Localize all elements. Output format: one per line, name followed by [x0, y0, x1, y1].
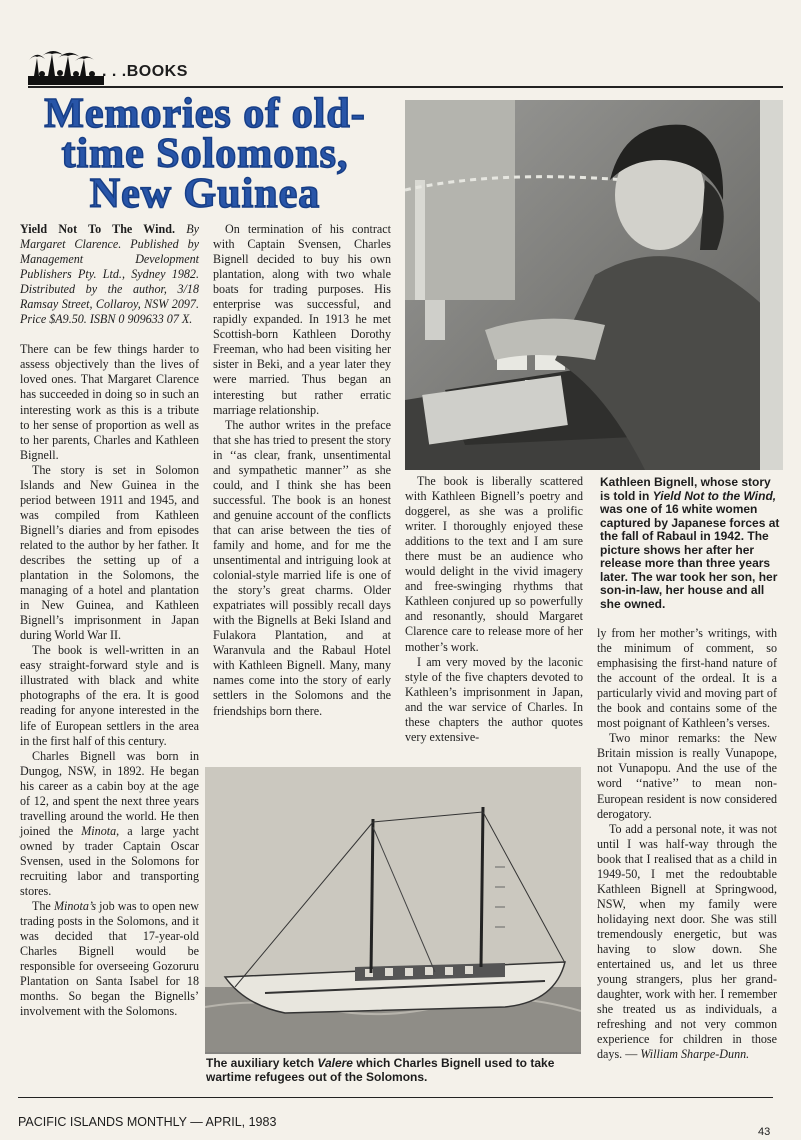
section-label [102, 63, 188, 81]
page-number: 43 [758, 1126, 771, 1138]
section-header [28, 46, 788, 90]
paragraph: On termination of his contract with Captain Svensen, Charles Bignell decided to buy his own plantation, along with two whale boats for trading purposes. His enterprise was successful, and rapidly expanded. In 1913 he met Scottish-born Kathleen Dorothy Freeman, who had been visiting her sister in Beki, and a year later they were married. Thus began an interesting but rather erratic marriage relationship. [213, 222, 391, 417]
paragraph: Two minor remarks: the New Britain mission is really Vunapope, not Vunapopu. And the use of the word ‘‘native’’ to mean non-European resident is now considered derogatory. [597, 731, 777, 821]
paragraph: ly from her mother’s writings, with the minimum of comment, so emphasising the first-hand nature of the account of the ordeal. It is a particularly vivid and moving part of the book and contains some of the most poignant of Kathleen’s verses. [597, 626, 777, 731]
headline-line-1: Memories of old- [44, 91, 366, 137]
article-column-3 [405, 474, 583, 745]
paragraph: The Minota’s job was to open new trading posts in the Solomons, and it was decided that 17-year-old Charles Bignell would be responsible for overseeing Gozoruru Plantation on Santa Isabel for 18 months. So began the Bignells’ involvement with the Solomons. [20, 899, 199, 1019]
footer-publication: PACIFIC ISLANDS MONTHLY — APRIL, 1983 [18, 1115, 277, 1129]
paragraph: The author writes in the preface that she has tried to present the story in ‘‘as clear, frank, unsentimental and sympathetic manner’’ as she could, and I think she has been successful. The book is an honest and genuine account of the conflicts that can arise between the ties of family and home, and for me the unsentimental and intriguing look at colonial-style married life is one of the story’s great charms. Older expatriates will possibly recall days with the Bignells at Beki Island and Fulakora Plantation, and at Waranvula and the Rabaul Hotel with Kathleen Bignell. Many, many names come into the story of early settlers in the Solomons and the friendships born there. [213, 417, 391, 718]
paragraph: The book is liberally scattered with Kathleen Bignell’s poetry and doggerel, as she was a prolific writer. I thoroughly enjoyed these additions to the text and I am sure there must be an audience who would delight in the vivid imagery and free-swinging rhythms that Kathleen conjured up so powerfully and resonantly, should Margaret Clarence care to release more of her mother’s work. [405, 474, 583, 654]
paragraph: To add a personal note, it was not until I was half-way through the book that I realised that as a child in 1949-50, I met the redoubtable Kathleen Bignell at Springwood, NSW, when my family were holidaying next door. She was still tremendously energetic, but was having to slow down. She entertained us, and let us three young strangers, plus her grand-daughter, work with her. I remember she treated us as individuals, a refreshing and not very common experience for children in those days. — William Sharpe-Dunn. [597, 821, 777, 1062]
book-details: By Margaret Clarence. Published by Management Development Publishers Pty. Ltd., Sydney 1982. Distributed by the author, 3/18 Ramsay Street, Collaroy, NSW 2097. Price $A9.50. ISBN 0 909633 07 X. [20, 222, 200, 327]
paragraph: Charles Bignell was born in Dungog, NSW, in 1892. He began his career as a cabin boy at the age of 12, and spent the next three years travelling around the world. He then joined the Minota, a large yacht owned by trader Captain Oscar Svensen, used in the Solomons for recruiting labor and transporting stores. [20, 748, 199, 899]
paragraph: There can be few things harder to assess objectively than the lives of loved ones. That Margaret Clarence has succeeded in doing so in such an interesting work as this is a tribute to her sense of proportion as well as to her parents, Charles and Kathleen Bignell. [20, 342, 199, 462]
paragraph: The book is well-written in an easy straight-forward style and is illustrated with black and white photographs of the era. It is good reading for anyone interested in the life of European settlers in the area in the first half of this century. [20, 643, 199, 748]
section-title: BOOKS [126, 63, 188, 80]
headline-line-3: New Guinea [89, 171, 321, 217]
paragraph: I am very moved by the laconic style of the five chapters devoted to Kathleen’s imprisonment in Japan, and the war service of Charles. In these chapters the author quotes very extensive- [405, 654, 583, 744]
ketch-caption: The auxiliary ketch Valere which Charles Bignell used to take wartime refugees out of the Solomons. [206, 1056, 555, 1084]
header-rule [28, 86, 783, 88]
portrait-caption: Kathleen Bignell, whose story is told in Yield Not to the Wind, was one of 16 white women captured by Japanese forces at the fall of Rabaul in 1942. The picture shows her after her release more than three years later. The war took her son, her son-in-law, her house and all she owned. [600, 475, 780, 611]
kathleen-bignell-photo [405, 100, 783, 470]
author-signature: William Sharpe-Dunn. [640, 1047, 750, 1062]
article-column-1 [20, 222, 199, 1019]
portrait-illustration [405, 100, 783, 470]
ketch-illustration [205, 767, 581, 1054]
book-title: Yield Not To The Wind. [20, 222, 176, 236]
article-column-2 [213, 222, 391, 719]
ketch-valere-photo [205, 767, 581, 1054]
footer-rule [18, 1097, 773, 1098]
headline-line-2: time Solomons, [61, 131, 349, 177]
palm-tree-logo-icon [28, 46, 104, 86]
review-credits [20, 222, 199, 327]
section-prefix: . . . [102, 63, 127, 80]
article-headline [20, 91, 390, 217]
article-column-4 [597, 626, 777, 1062]
paragraph: The story is set in Solomon Islands and New Guinea in the period between 1911 and 1945, and was compiled from Kathleen Bignell’s diaries and from episodes related to the author by her father. It describes the setting up of a plantation in the Solomons, the managing of a hotel and plantation in New Guinea, and Kathleen Bignell’s imprisonment in Japan during World War II. [20, 462, 199, 643]
